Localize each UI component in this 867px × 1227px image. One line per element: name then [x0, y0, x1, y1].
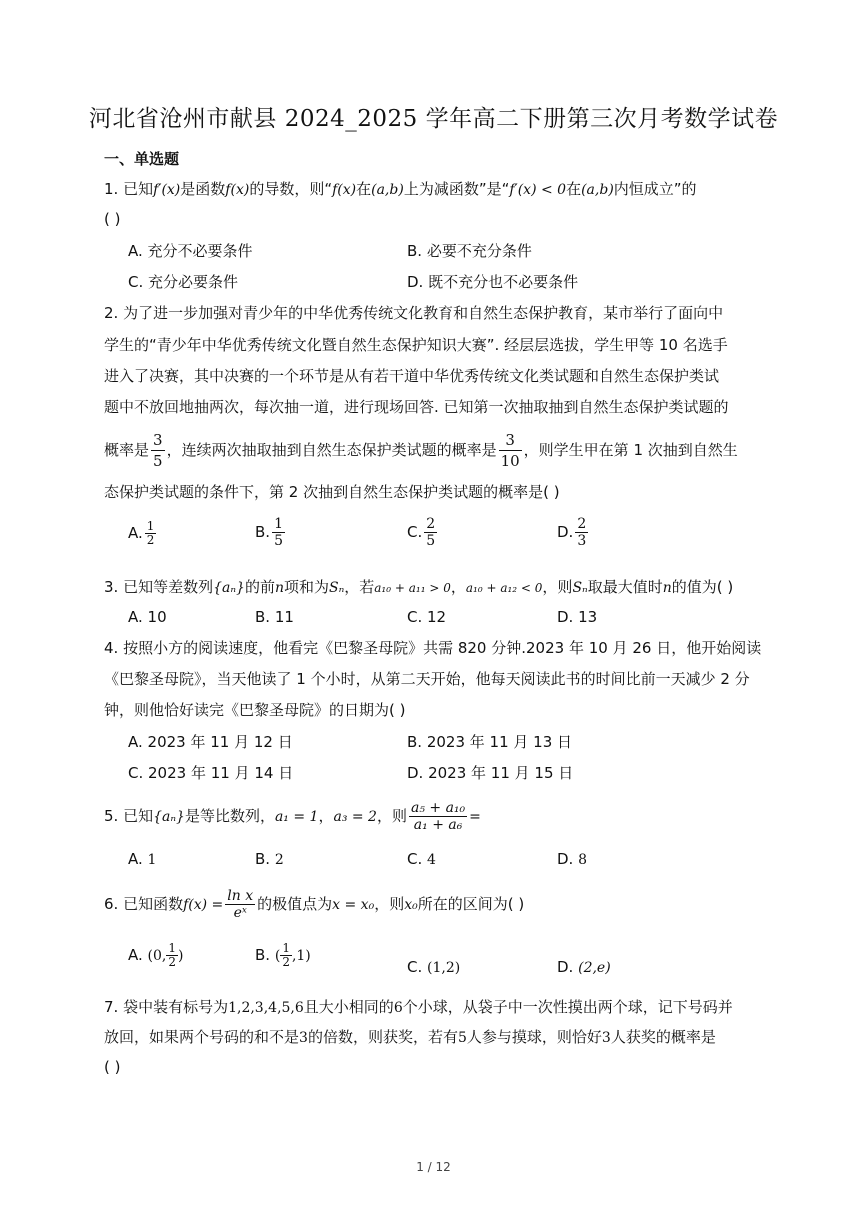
- q3-math-cond1: a₁₀ + a₁₁ > 0: [374, 581, 451, 595]
- fraction-denominator: 5: [274, 533, 283, 549]
- fraction-denominator: eˣ: [233, 905, 247, 921]
- fraction-denominator: 5: [153, 452, 163, 470]
- fraction-denominator: a₁ + a₆: [413, 817, 463, 833]
- fraction-numerator: 2: [426, 516, 436, 532]
- q7-text: 7. 袋中装有标号为: [104, 998, 229, 1016]
- option-label: C.: [407, 523, 423, 541]
- fraction-numerator: 2: [577, 516, 587, 532]
- q7-line-2: [104, 1026, 716, 1049]
- q6-text: ，则: [374, 895, 405, 913]
- q3-text: 的前: [244, 578, 275, 596]
- q4-option-d[interactable]: D. 2023 年 11 月 15 日: [407, 764, 574, 782]
- q1-option-a[interactable]: A. 充分不必要条件: [128, 242, 253, 260]
- fraction-denominator: 3: [577, 533, 587, 549]
- section-heading: 一、单选题: [104, 150, 180, 168]
- q5-text: ，: [318, 807, 334, 825]
- option-label: B.: [255, 850, 271, 868]
- q3-text: 项和为: [283, 578, 329, 596]
- q7-math-number: 5: [457, 1030, 467, 1046]
- q3-text: ，则: [542, 578, 573, 596]
- q6-fraction: [225, 888, 255, 921]
- q2-option-d[interactable]: [557, 516, 590, 549]
- q5-equals: =: [469, 809, 481, 825]
- q2-option-a[interactable]: [128, 520, 158, 547]
- q7-line-3: ( ): [104, 1058, 121, 1076]
- q1-line-2: ( ): [104, 210, 121, 228]
- fraction-numerator: a₅ + a₁₀: [410, 800, 466, 816]
- q3-math-n: n: [274, 580, 284, 596]
- q2-text: ，则学生甲在第 1 次抽到自然生: [523, 441, 738, 459]
- q2-line-1: 2. 为了进一步加强对青少年的中华优秀传统文化教育和自然生态保护教育，某市举行了面向中: [104, 304, 724, 322]
- q1-text: 1. 已知: [104, 180, 154, 198]
- q1-option-c[interactable]: C. 充分必要条件: [128, 273, 239, 291]
- q3-math-sn: Sₙ: [329, 580, 345, 596]
- fraction-denominator: 2: [168, 955, 177, 969]
- q5-fraction: [409, 800, 467, 833]
- q3-math-sn: Sₙ: [572, 580, 588, 596]
- q5-math-cond2: a₃ = 2: [333, 809, 377, 825]
- q3-text: ，: [450, 578, 466, 596]
- fraction-numerator: ln x: [227, 888, 254, 904]
- option-value: ): [178, 948, 184, 964]
- q4-line-1: 4. 按照小方的阅读速度，他看完《巴黎圣母院》共需 820 分钟.2023 年 10 月 26 日，他开始阅读: [104, 639, 762, 657]
- q3-text: 取最大值时: [587, 578, 663, 596]
- fraction-denominator: 10: [500, 452, 520, 470]
- q5-option-c[interactable]: [407, 848, 436, 871]
- fraction-numerator: 3: [153, 431, 163, 449]
- option-value: 2: [274, 852, 284, 868]
- fraction-numerator: 1: [274, 516, 283, 532]
- q5-math-cond1: a₁ = 1: [274, 809, 319, 825]
- option-value: 1: [147, 852, 157, 868]
- fraction-numerator: 1: [168, 941, 177, 955]
- q7-text: 放回，如果两个号码的和不是: [104, 1028, 300, 1046]
- q7-text: 人获奖的概率是: [610, 1028, 716, 1046]
- q1-text: 在: [566, 180, 582, 198]
- option-fraction: [145, 520, 157, 547]
- q2-text: 概率是: [104, 441, 150, 459]
- q1-line-1: [104, 178, 697, 201]
- q7-text: 且大小相同的: [303, 998, 394, 1016]
- q3-option-d[interactable]: D. 13: [557, 608, 598, 626]
- q1-math-interval: (a,b): [371, 182, 404, 198]
- q6-option-a[interactable]: [128, 942, 183, 969]
- option-label: D.: [557, 958, 574, 976]
- q3-option-c[interactable]: C. 12: [407, 608, 447, 626]
- option-fraction: [424, 516, 437, 549]
- option-label: A.: [128, 524, 143, 542]
- option-fraction: [272, 516, 285, 549]
- option-label: C.: [407, 958, 423, 976]
- q4-line-2: 《巴黎圣母院》，当天他读了 1 个小时，从第二天开始，他每天阅读此书的时间比前一天减少 2 分: [104, 670, 750, 688]
- q1-text: 内恒成立”的: [613, 180, 697, 198]
- q6-text: 的极值点为: [257, 895, 333, 913]
- option-label: A.: [128, 946, 143, 964]
- q5-text: 5. 已知: [104, 807, 154, 825]
- option-fraction: [166, 942, 178, 969]
- fraction-denominator: 2: [146, 533, 155, 547]
- q2-line-5: [104, 430, 738, 471]
- q2-text: ，连续两次抽取抽到自然生态保护类试题的概率是: [166, 441, 497, 459]
- q4-option-b[interactable]: B. 2023 年 11 月 13 日: [407, 733, 573, 751]
- q1-math-interval: (a,b): [581, 182, 614, 198]
- q5-math-seq: {aₙ}: [153, 809, 185, 825]
- q7-math-number: 3: [299, 1030, 308, 1046]
- q4-option-c[interactable]: C. 2023 年 11 月 14 日: [128, 764, 294, 782]
- option-fraction: [575, 516, 588, 549]
- q1-math-fx: f(x): [225, 182, 250, 198]
- q1-math-condition: f′(x) < 0: [509, 182, 567, 198]
- option-value: 8: [578, 852, 588, 868]
- q5-text: 是等比数列，: [184, 807, 275, 825]
- fraction-denominator: 2: [282, 955, 290, 969]
- q5-option-b[interactable]: [255, 848, 284, 871]
- q2-line-6: 态保护类试题的条件下，第 2 次抽到自然生态保护类试题的概率是( ): [104, 483, 560, 501]
- option-label: A.: [128, 850, 143, 868]
- option-label: C.: [407, 850, 423, 868]
- q2-fraction-both-prob: [499, 430, 522, 471]
- option-value: (0,: [147, 948, 167, 964]
- q5-option-a[interactable]: [128, 848, 156, 871]
- q4-line-3: 钟，则他恰好读完《巴黎圣母院》的日期为( ): [104, 701, 406, 719]
- q6-text: 6. 已知函数: [104, 895, 184, 913]
- option-label: D.: [557, 523, 574, 541]
- fraction-numerator: 1: [146, 519, 155, 533]
- option-fraction: [280, 942, 292, 969]
- q2-option-b[interactable]: [255, 516, 287, 549]
- option-label: D.: [557, 850, 574, 868]
- option-label: B.: [255, 946, 271, 964]
- q6-math-x0: x₀: [404, 897, 418, 913]
- q5-text: ，则: [376, 807, 407, 825]
- q1-math-fprime: f′(x): [153, 182, 181, 198]
- q7-math-number: 6: [393, 1000, 403, 1016]
- option-value: 4: [427, 852, 436, 868]
- q4-option-a[interactable]: A. 2023 年 11 月 12 日: [128, 733, 293, 751]
- q7-math-numbers: 1,2,3,4,5,6: [228, 1000, 304, 1016]
- q6-text: 所在的区间为( ): [417, 895, 525, 913]
- option-value: (: [274, 948, 281, 964]
- q7-line-1: [104, 996, 733, 1019]
- option-value: (2,e): [578, 960, 611, 976]
- q3-math-seq: {aₙ}: [213, 580, 245, 596]
- q6-math-x0: x = x₀: [332, 897, 375, 913]
- q6-option-c[interactable]: [407, 956, 460, 979]
- option-value: ,1): [291, 948, 311, 964]
- q6-math-lhs: f(x) =: [183, 897, 224, 913]
- q2-fraction-first-prob: [151, 430, 165, 471]
- q2-line-2: 学生的“青少年中华优秀传统文化暨自然生态保护知识大赛”. 经层层选拔，学生甲等 10 名选手: [104, 336, 728, 354]
- page-number: 1 / 12: [416, 1160, 451, 1174]
- q1-text: 是函数: [180, 180, 226, 198]
- page-title: 河北省沧州市献县 2024_2025 学年高二下册第三次月考数学试卷: [88, 106, 779, 132]
- option-label: B.: [255, 523, 271, 541]
- q3-math-n: n: [662, 580, 672, 596]
- q5-line-1: [104, 800, 481, 833]
- q7-math-number: 3: [601, 1030, 611, 1046]
- q3-option-b[interactable]: B. 11: [255, 608, 294, 626]
- option-value: (1,2): [427, 960, 461, 976]
- q1-text: 在: [356, 180, 372, 198]
- q1-text: 上为减函数”是“: [403, 180, 510, 198]
- q2-option-c[interactable]: [407, 516, 439, 549]
- q3-math-cond2: a₁₀ + a₁₂ < 0: [465, 581, 543, 595]
- q2-line-4: 题中不放回地抽两次，每次抽一道，进行现场回答. 已知第一次抽取抽到自然生态保护类试题的: [104, 398, 729, 416]
- fraction-numerator: 1: [282, 941, 290, 955]
- q1-option-b[interactable]: B. 必要不充分条件: [407, 242, 532, 260]
- q6-option-b[interactable]: [255, 942, 311, 969]
- q2-line-3: 进入了决赛，其中决赛的一个环节是从有若干道中华优秀传统文化类试题和自然生态保护类试: [104, 367, 720, 385]
- q1-option-d[interactable]: D. 既不充分也不必要条件: [407, 273, 579, 291]
- q3-line-1: [104, 576, 733, 599]
- q7-text: 人参与摸球，则恰好: [466, 1028, 602, 1046]
- q3-text: 的值为( ): [671, 578, 734, 596]
- q3-text: ，若: [344, 578, 375, 596]
- fraction-numerator: 3: [499, 430, 522, 451]
- q7-text: 的倍数，则获奖，若有: [307, 1028, 458, 1046]
- q3-text: 3. 已知等差数列: [104, 578, 214, 596]
- q1-math-fx: f(x): [332, 182, 357, 198]
- fraction-denominator: 5: [426, 533, 436, 549]
- q5-option-d[interactable]: [557, 848, 587, 871]
- q6-line-1: [104, 888, 524, 921]
- q7-text: 个小球，从袋子中一次性摸出两个球，记下号码并: [402, 998, 733, 1016]
- q3-option-a[interactable]: A. 10: [128, 608, 167, 626]
- q1-text: 的导数，则“: [249, 180, 333, 198]
- q6-option-d[interactable]: [557, 956, 611, 979]
